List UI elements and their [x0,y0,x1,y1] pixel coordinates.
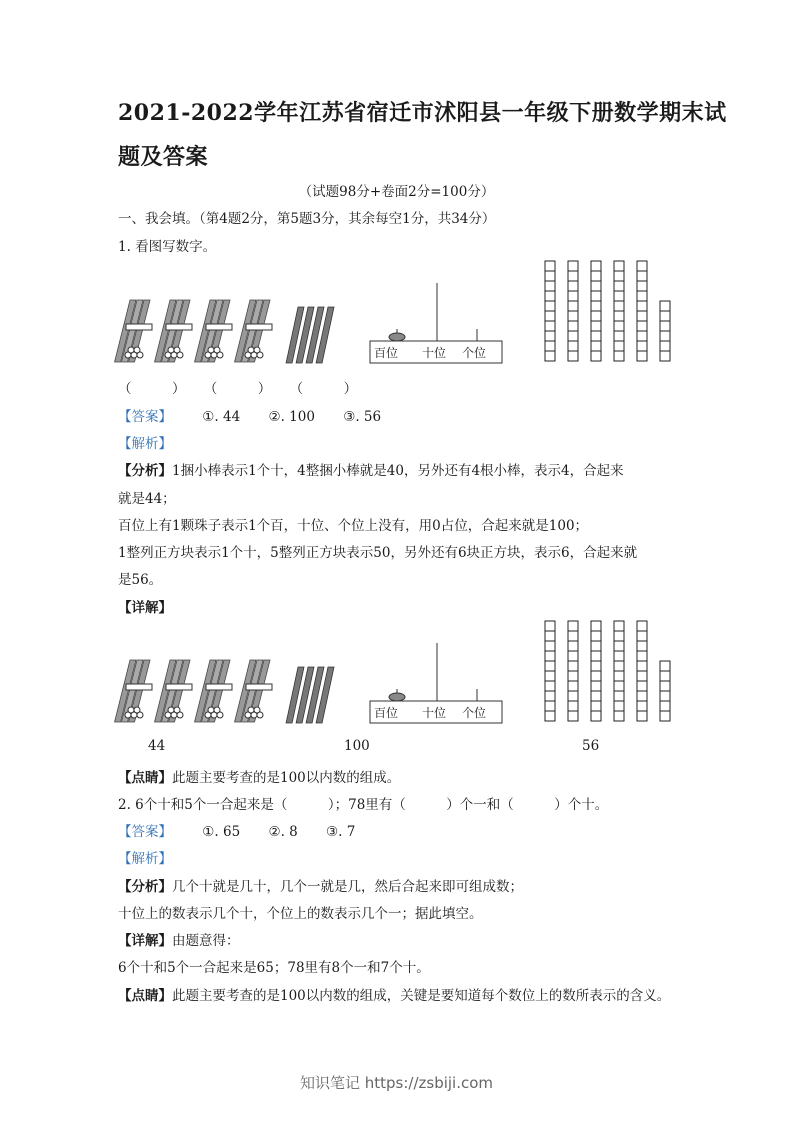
page-title-line2: 题及答案 [118,144,209,170]
dianjing-tag: 【点睛】 [118,988,172,1004]
dianjing-text: 此题主要考查的是100以内数的组成，关键是要知道每个数位上的数所表示的含义。 [172,988,671,1004]
section-heading: 一、我会填。（第4题2分，第5题3分，其余每空1分，共34分） [118,211,496,227]
analysis-tag: 【解析】 [118,436,172,452]
abacus-label-hundreds: 百位 [374,346,399,360]
abacus-label-tens: 十位 [422,706,447,720]
dianjing-text: 此题主要考查的是100以内数的组成。 [172,770,401,786]
answer-1: ①. 44 [202,409,241,425]
result-label-100: 100 [344,738,370,754]
stick-bundle [195,660,232,722]
q1-answer-row [118,405,381,425]
page-title-line1: 2021-2022学年江苏省宿迁市沭阳县一年级下册数学期末试 [118,100,727,126]
detail-text: 由题意得： [172,933,240,949]
stick-bundle [155,660,192,722]
stick-bundle [235,660,272,722]
question-2-stem: 2. 6个十和5个一合起来是（ ）；78里有（ ）个一和（ ）个十。 [118,797,609,813]
result-label-44: 44 [148,738,166,754]
fenxi-tag: 【分析】 [118,879,172,895]
dianjing-tag: 【点睛】 [118,770,172,786]
q2-xiangjie [118,929,240,949]
abacus-label-hundreds: 百位 [374,706,399,720]
stick-bundle [115,660,152,722]
stick-bundle [195,300,232,362]
question-1-figure [110,255,690,370]
q1-fenxi-line5: 是56。 [118,572,163,588]
score-note: （试题98分+卷面2分=100分） [298,184,495,200]
q1-fenxi-line4: 1整列正方块表示1个十，5整列正方块表示50，另外还有6块正方块，表示6，合起来就 [118,545,638,561]
result-label-56: 56 [582,738,600,754]
answer-tag: 【答案】 [118,409,172,425]
answer-3: ③. 56 [343,409,382,425]
fenxi-text: 几个十就是几十，几个一就是几，然后合起来即可组成数； [172,879,523,895]
detail-tag: 【详解】 [118,933,172,949]
stick-bundles [115,660,334,723]
blank-row [118,377,357,397]
abacus [370,643,502,723]
question-1-detail-figure [110,615,690,730]
answer-2: ②. 8 [268,824,298,840]
answer-3: ③. 7 [326,824,356,840]
fenxi-tag: 【分析】 [118,463,172,479]
fenxi-text: 1捆小棒表示1个十，4整捆小棒就是40，另外还有4根小棒，表示4，合起来 [172,463,624,479]
footer-watermark: 知识笔记 https://zsbiji.com [299,1074,494,1092]
analysis-tag: 【解析】 [118,851,172,867]
q1-fenxi-line3: 百位上有1颗珠子表示1个百，十位、个位上没有，用0占位，合起来就是100； [118,518,589,534]
single-sticks [286,667,334,723]
q2-fenxi-line1 [118,875,523,895]
q2-fenxi-line2: 十位上的数表示几个十，个位上的数表示几个一；据此填空。 [118,906,483,922]
detail-tag: 【详解】 [118,600,172,616]
stick-bundles [115,300,334,363]
answer-blank-1[interactable]: （ ） [118,381,186,397]
q1-fenxi-line1 [118,459,624,479]
answer-blank-3[interactable]: （ ） [289,381,358,397]
answer-2: ②. 100 [268,409,315,425]
single-sticks [286,307,334,363]
square-blocks [545,261,670,361]
q2-dianjing [118,984,670,1004]
stick-bundle [115,300,152,362]
q1-fenxi-line2: 就是44； [118,491,176,507]
q1-dianjing [118,766,400,786]
answer-1: ①. 65 [202,824,241,840]
stick-bundle [155,300,192,362]
stick-bundle [235,300,272,362]
answer-blank-2[interactable]: （ ） [203,381,272,397]
q2-answer-row [118,820,355,840]
q2-xiangjie-line2: 6个十和5个一合起来是65；78里有8个一和7个十。 [118,960,430,976]
abacus-label-tens: 十位 [422,346,447,360]
square-blocks [545,621,670,721]
answer-tag: 【答案】 [118,824,172,840]
abacus-label-ones: 个位 [462,346,487,360]
abacus [370,283,502,363]
abacus-label-ones: 个位 [462,706,487,720]
question-1-stem: 1. 看图写数字。 [118,239,217,255]
